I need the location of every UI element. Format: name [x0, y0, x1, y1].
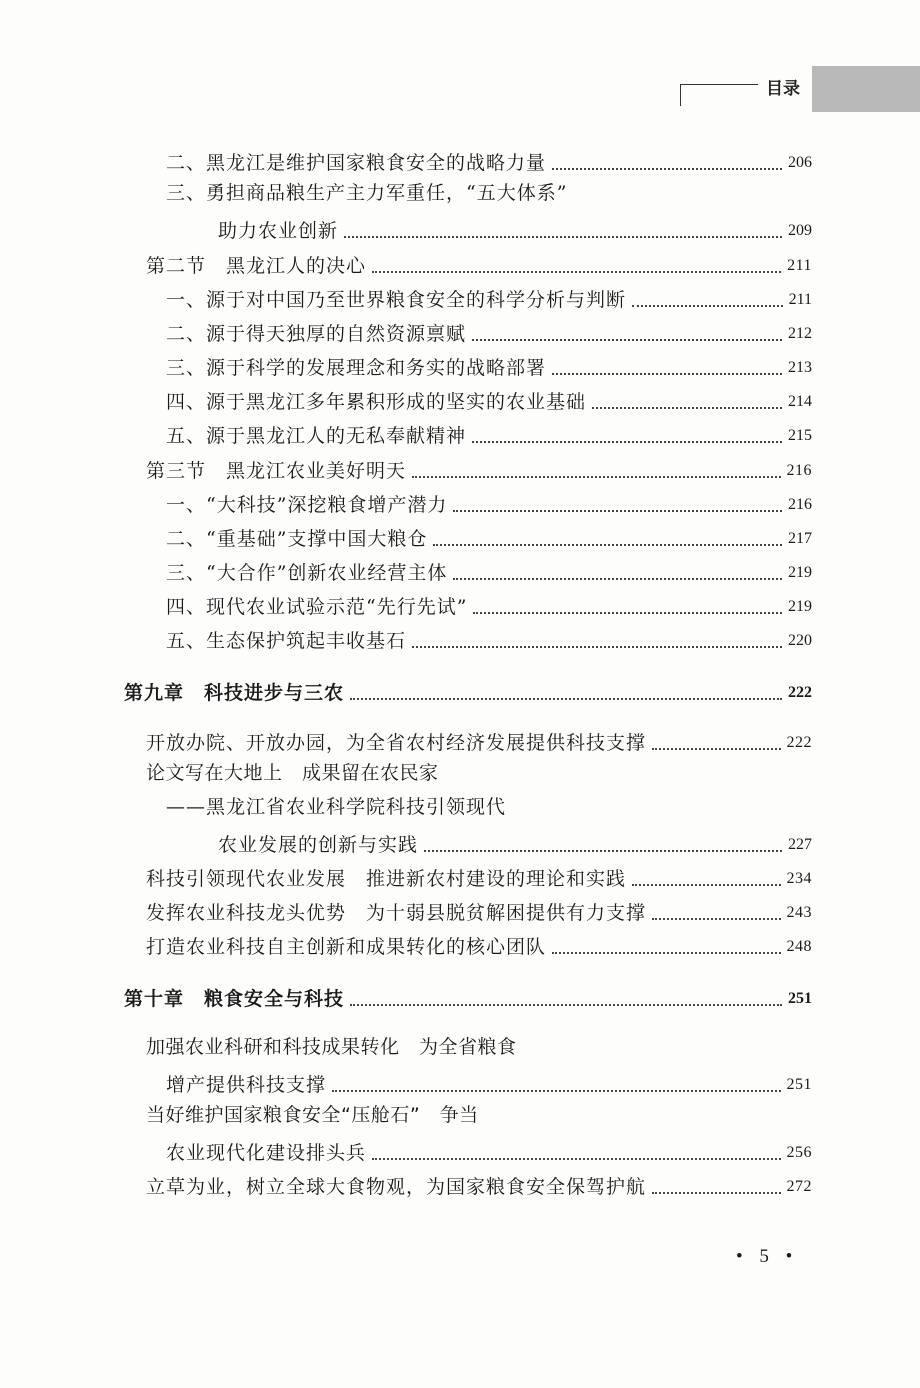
- toc-entry[interactable]: [166, 590, 812, 620]
- toc-entry-page: 216: [788, 496, 812, 513]
- toc-entry-page: 206: [788, 154, 812, 171]
- header-title: 目录: [766, 79, 800, 99]
- toc-entry[interactable]: [146, 862, 812, 892]
- toc-entry[interactable]: [166, 1068, 812, 1098]
- toc-entry-title: 二、黑龙江是维护国家粮食安全的战略力量: [166, 152, 547, 174]
- leader-dots: [424, 850, 782, 852]
- toc-section-title: 第二节 黑龙江人的决心: [146, 255, 367, 277]
- toc-entry-title[interactable]: 论文写在大地上 成果留在农民家: [146, 762, 439, 784]
- leader-dots: [350, 698, 782, 700]
- toc-entry[interactable]: [166, 522, 812, 552]
- toc-entry-page: 251: [788, 990, 812, 1007]
- leader-dots: [453, 578, 782, 580]
- toc-section[interactable]: [146, 249, 812, 279]
- toc-entry[interactable]: [166, 488, 812, 518]
- toc-entry-page: 248: [786, 938, 812, 955]
- leader-dots: [433, 544, 782, 546]
- header-rule: [680, 84, 758, 85]
- header-rule-corner: [680, 84, 681, 106]
- toc-entry-page: 272: [786, 1178, 812, 1195]
- header-tab: [812, 66, 920, 112]
- toc-entry-page: 219: [788, 598, 812, 615]
- toc-entry-page: 217: [788, 530, 812, 547]
- toc-entry-title: 一、“大科技”深挖粮食增产潜力: [166, 494, 448, 516]
- toc-entry-title: 五、生态保护筑起丰收基石: [166, 630, 407, 652]
- leader-dots: [473, 612, 782, 614]
- toc-entry-title: 三、源于科学的发展理念和务实的战略部署: [166, 357, 547, 379]
- toc-entry-page: 222: [786, 734, 812, 751]
- toc-entry-page: 211: [787, 257, 812, 274]
- toc-entry-title: 打造农业科技自主创新和成果转化的核心团队: [146, 936, 547, 958]
- leader-dots: [632, 884, 780, 886]
- toc-entry-page: 256: [786, 1144, 812, 1161]
- leader-dots: [350, 1004, 782, 1006]
- toc-entry[interactable]: [146, 896, 812, 926]
- leader-dots: [652, 748, 780, 750]
- toc-entry-title: 四、现代农业试验示范“先行先试”: [166, 596, 468, 618]
- leader-dots: [372, 1158, 780, 1160]
- toc-entry-page: 222: [788, 684, 812, 701]
- leader-dots: [632, 305, 783, 307]
- toc-entry-title: 增产提供科技支撑: [166, 1074, 327, 1096]
- toc-entry[interactable]: [166, 419, 812, 449]
- toc-entry-page: 211: [788, 291, 812, 308]
- toc-entry-title: 科技引领现代农业发展 推进新农村建设的理论和实践: [146, 868, 627, 890]
- page-number: • 5 •: [736, 1246, 799, 1267]
- leader-dots: [332, 1090, 780, 1092]
- toc-entry-page: 213: [788, 359, 812, 376]
- toc-entry-page: 234: [786, 870, 812, 887]
- toc-entry-title[interactable]: 当好维护国家粮食安全“压舱石” 争当: [146, 1104, 479, 1126]
- leader-dots: [552, 952, 780, 954]
- toc-entry[interactable]: [166, 351, 812, 381]
- leader-dots: [412, 646, 782, 648]
- toc-entry[interactable]: [166, 556, 812, 586]
- toc-entry[interactable]: [146, 1170, 812, 1200]
- toc-entry[interactable]: [166, 283, 812, 313]
- toc-entry[interactable]: [166, 1136, 812, 1166]
- toc-entry-title: 立草为业，树立全球大食物观，为国家粮食安全保驾护航: [146, 1176, 647, 1198]
- toc-entry[interactable]: [146, 726, 812, 756]
- toc-entry-page: 219: [788, 564, 812, 581]
- toc-entry-title: 开放办院、开放办园，为全省农村经济发展提供科技支撑: [146, 732, 647, 754]
- toc-entry-subtitle[interactable]: ——黑龙江省农业科学院科技引领现代: [166, 796, 507, 818]
- toc-entry-page: 212: [788, 325, 812, 342]
- toc-entry-page: 209: [788, 222, 812, 239]
- toc-chapter-title: 第九章 科技进步与三农: [124, 682, 345, 704]
- toc-entry[interactable]: [218, 214, 812, 244]
- leader-dots: [453, 510, 782, 512]
- leader-dots: [592, 407, 782, 409]
- leader-dots: [472, 441, 782, 443]
- toc-entry-page: 215: [788, 427, 812, 444]
- leader-dots: [652, 918, 780, 920]
- leader-dots: [552, 168, 782, 170]
- toc-entry-title: 农业现代化建设排头兵: [166, 1142, 367, 1164]
- toc-entry[interactable]: [166, 317, 812, 347]
- leader-dots: [552, 373, 782, 375]
- toc-entry[interactable]: [218, 828, 812, 858]
- toc-entry-title: 四、源于黑龙江多年累积形成的坚实的农业基础: [166, 391, 587, 413]
- leader-dots: [372, 271, 781, 273]
- toc-entry-title[interactable]: 加强农业科研和科技成果转化 为全省粮食: [146, 1036, 517, 1058]
- toc-entry-page: 214: [788, 393, 812, 410]
- toc-entry-title: 农业发展的创新与实践: [218, 834, 419, 856]
- toc-entry-title: 五、源于黑龙江人的无私奉献精神: [166, 425, 467, 447]
- toc-entry-title: 三、“大合作”创新农业经营主体: [166, 562, 448, 584]
- leader-dots: [344, 236, 782, 238]
- toc-section[interactable]: [146, 454, 812, 484]
- toc-chapter-title: 第十章 粮食安全与科技: [124, 988, 345, 1010]
- toc-entry-page: 216: [786, 462, 812, 479]
- toc-entry-title: 二、源于得天独厚的自然资源禀赋: [166, 323, 467, 345]
- toc-section-title: 第三节 黑龙江农业美好明天: [146, 460, 407, 482]
- toc-entry-page: 243: [786, 904, 812, 921]
- leader-dots: [652, 1192, 780, 1194]
- toc-entry-page: 251: [786, 1076, 812, 1093]
- toc-chapter[interactable]: [124, 982, 812, 1012]
- leader-dots: [472, 339, 782, 341]
- toc-entry-page: 227: [788, 836, 812, 853]
- toc-entry-title: 二、“重基础”支撑中国大粮仓: [166, 528, 428, 550]
- leader-dots: [412, 476, 780, 478]
- toc-entry-title: 发挥农业科技龙头优势 为十弱县脱贫解困提供有力支撑: [146, 902, 647, 924]
- toc-chapter[interactable]: [124, 676, 812, 706]
- toc-entry-title[interactable]: 三、勇担商品粮生产主力军重任，“五大体系”: [166, 182, 568, 204]
- toc-entry-page: 220: [788, 632, 812, 649]
- toc-entry-title: 一、源于对中国乃至世界粮食安全的科学分析与判断: [166, 289, 627, 311]
- toc-entry[interactable]: [166, 624, 812, 654]
- toc-entry[interactable]: [166, 385, 812, 415]
- toc-entry[interactable]: [166, 146, 812, 176]
- toc-entry[interactable]: [146, 930, 812, 960]
- toc-entry-title: 助力农业创新: [218, 220, 339, 242]
